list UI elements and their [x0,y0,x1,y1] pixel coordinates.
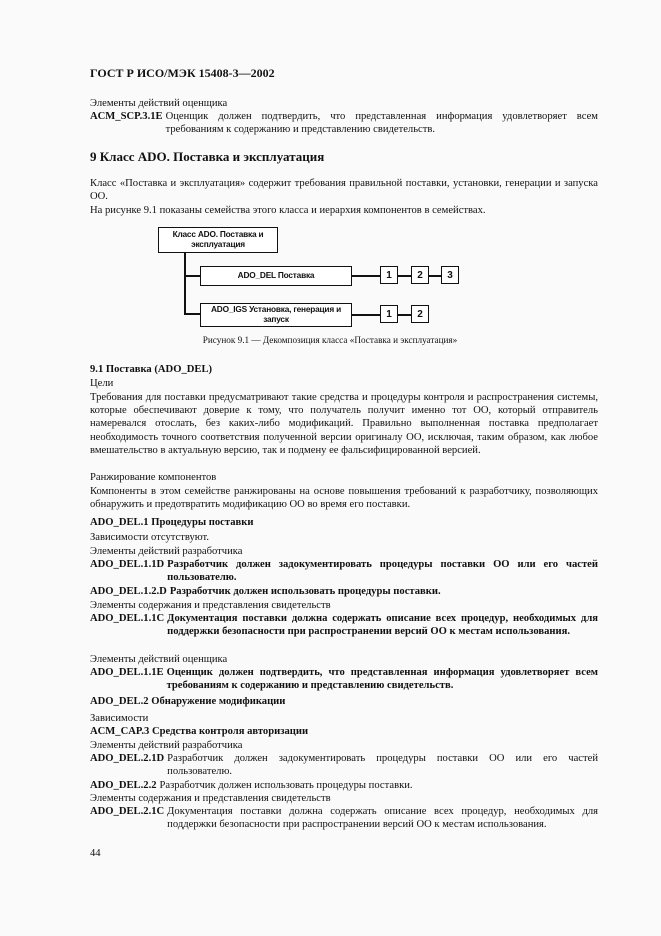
dependency-item: ACM_CAP.3 Средства контроля авторизации [90,726,309,737]
document-header: ГОСТ Р ИСО/МЭК 15408-3—2002 [90,66,275,80]
diagram-component-box: 2 [411,305,429,323]
goals-text: Требования для поставки предусматривают такие средства и процедуры контроля и распространения системы, которые обеспечивают доверие к тому, что получатель получит именно тот ОО, который отправитель намеревался отослать, без каких-либо модификаций. Правильно выполненная поставка предполагает необходимость точного соответствия полученной версии оригиналу ОО, исключая, таким образом, как любое вмешательство в актуальную версию, так и подмену ее фальсифицированной версией. [90,392,598,456]
diagram-branch-line [184,275,200,277]
requirement-text: Разработчик должен использовать процедуры поставки. [159,780,413,791]
diagram-family-ado-igs: ADO_IGS Установка, генерация и запуск [200,303,352,327]
dependencies-label: Зависимости [90,713,149,724]
requirement-acm-scp-3-1e [90,110,598,136]
diagram-connector [398,275,411,277]
content-elements-label: Элементы содержания и представления свидетельств [90,793,331,804]
diagram-component-box: 1 [380,305,398,323]
requirement-ado-del-2-1d [90,752,598,778]
diagram-component-box: 2 [411,266,429,284]
requirement-text: Разработчик должен задокументировать процедуры поставки ОО или его частей пользователю. [167,559,598,584]
diagram-connector [352,275,380,277]
page-number: 44 [90,848,101,859]
diagram-connector [398,314,411,316]
requirement-code: ADO_DEL.2.1D [90,753,165,764]
requirement-ado-del-2-1c [90,805,598,831]
requirement-code: ADO_DEL.2.2 [90,780,157,791]
diagram-component-box: 1 [380,266,398,284]
goals-label: Цели [90,378,114,389]
diagram-root-box: Класс ADO. Поставка и эксплуатация [158,227,278,253]
section-9-1-title: 9.1 Поставка (ADO_DEL) [90,364,213,375]
requirement-code: ADO_DEL.1.1E [90,667,164,678]
requirement-code: ADO_DEL.1.2.D [90,586,167,597]
requirement-text: Документация поставки должна содержать описание всех процедур, необходимых для поддержки безопасности при распространении версий ОО к местам использования. [167,806,598,831]
requirement-ado-del-1-1c [90,612,598,638]
requirement-code: ADO_DEL.1.1C [90,613,165,624]
figure-caption: Рисунок 9.1 — Декомпозиция класса «Поставка и эксплуатация» [202,335,458,345]
requirement-code: ADO_DEL.1.1D [90,559,165,570]
requirement-text: Разработчик должен использовать процедуры поставки. [169,586,441,597]
ranking-text: Компоненты в этом семействе ранжированы на основе повышения требований к разработчику, позволяющих обнаружить и предотвратить модификацию ОО во время его поставки. [90,486,598,511]
requirement-code: ADO_DEL.2.1C [90,806,165,817]
evaluator-actions-label: Элементы действий оценщика [90,654,228,665]
diagram-component-box: 3 [441,266,459,284]
section-9-title: 9 Класс ADO. Поставка и эксплуатация [90,149,325,164]
requirement-ado-del-1-2d [90,585,598,598]
requirement-ado-del-1-1e [90,666,598,692]
ranking-label: Ранжирование компонентов [90,472,217,483]
component-ado-del-1-title: ADO_DEL.1 Процедуры поставки [90,517,254,528]
diagram-connector [352,314,380,316]
section-9-paragraph-1: Класс «Поставка и эксплуатация» содержит требования правильной поставки, установки, генерации и запуска ОО. [90,178,598,203]
diagram-connector [429,275,441,277]
content-elements-label: Элементы содержания и представления свидетельств [90,600,331,611]
requirement-ado-del-2-2 [90,779,598,792]
requirement-text: Оценщик должен подтвердить, что представленная информация удовлетворяет всем требованиям к содержанию и представлению свидетельств. [165,111,598,136]
diagram-trunk-line [184,253,186,314]
diagram-family-ado-del: ADO_DEL Поставка [200,266,352,286]
diagram-branch-line [184,313,200,315]
requirement-text: Оценщик должен подтвердить, что представленная информация удовлетворяет всем требованиям к содержанию и представлению свидетельств. [166,667,598,692]
requirement-ado-del-1-1d [90,558,598,584]
requirement-code: ACM_SCP.3.1E [90,111,163,122]
developer-actions-label: Элементы действий разработчика [90,546,243,557]
section-9-paragraph-2: На рисунке 9.1 показаны семейства этого класса и иерархия компонентов в семействах. [90,205,486,216]
component-ado-del-2-title: ADO_DEL.2 Обнаружение модификации [90,696,286,707]
requirement-text: Разработчик должен задокументировать процедуры поставки ОО или его частей пользователю. [167,753,598,778]
dependencies-text: Зависимости отсутствуют. [90,532,210,543]
developer-actions-label: Элементы действий разработчика [90,740,243,751]
evaluator-actions-label: Элементы действий оценщика [90,98,228,109]
requirement-text: Документация поставки должна содержать описание всех процедур, необходимых для поддержки безопасности при распространении версий ОО к местам использования. [167,613,598,638]
